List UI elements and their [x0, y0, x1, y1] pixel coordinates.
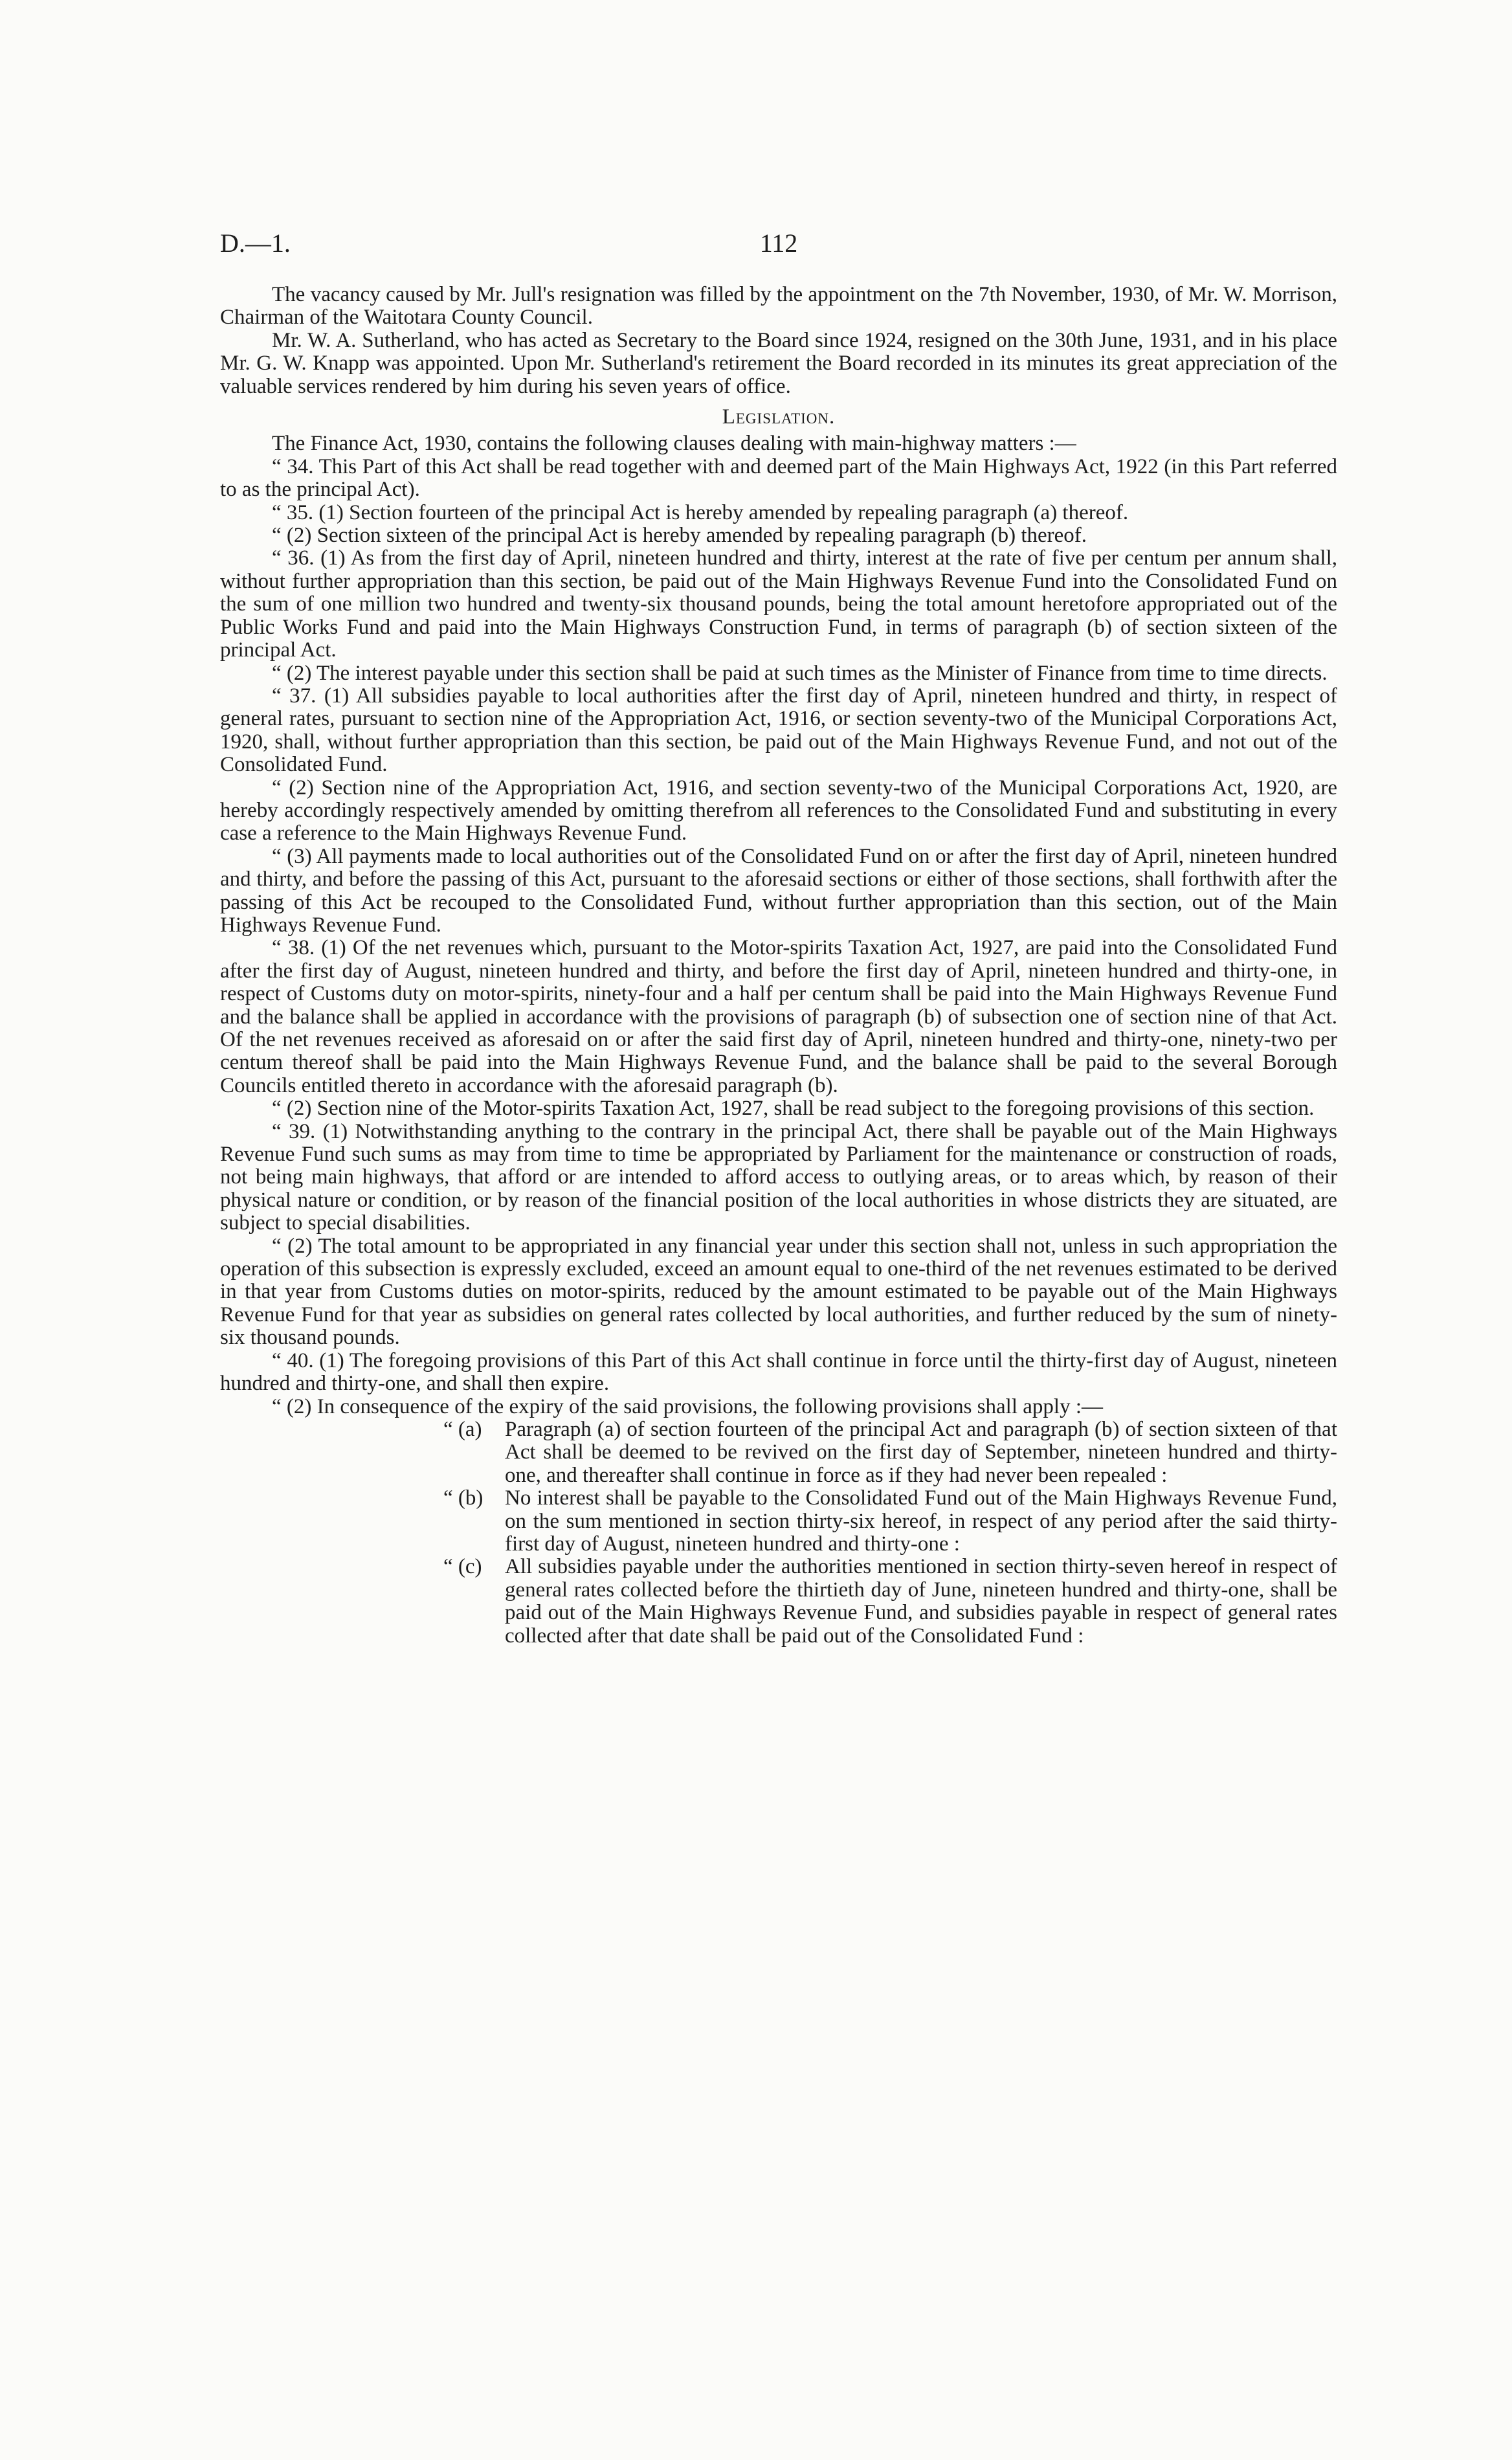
paragraph: “ (2) In consequence of the expiry of the said provisions, the following provisions shall apply :—: [272, 1394, 1103, 1418]
paragraph: The Finance Act, 1930, contains the following clauses dealing with main-highway matters :—: [272, 432, 1076, 456]
paragraph: “ (2) Section sixteen of the principal Act is hereby amended by repealing paragraph (b) thereof.: [272, 524, 1087, 548]
paragraph: Mr. W. A. Sutherland, who has acted as Secretary to the Board since 1924, resigned on the 30th June, 1931, and in his place Mr. G. W. Knapp was appointed. Upon Mr. Sutherland's retirement the Board recorded in its minutes its great appreciation of the valuable services rendered by him during his seven years of office.: [220, 328, 1337, 398]
paragraph: “ (2) Section nine of the Motor-spirits Taxation Act, 1927, shall be read subject to the foregoing provisions of this section.: [272, 1097, 1315, 1121]
paragraph: “ 35. (1) Section fourteen of the principal Act is hereby amended by repealing paragraph (a) thereof.: [272, 500, 1129, 524]
subparagraph-text: All subsidies payable under the authorities mentioned in section thirty-seven hereof in respect of general rates collected before the thirtieth day of June, nineteen hundred and thirty-one, shall be paid out of the Main Highways Revenue Fund, and subsidies payable in respect of general rates collected after that date shall be paid out of the Consolidated Fund :: [505, 1555, 1337, 1648]
page-number: 112: [759, 229, 798, 258]
document-id: D.—1.: [220, 229, 291, 258]
paragraph: “ 36. (1) As from the first day of April, nineteen hundred and thirty, interest at the rate of five per centum per annum shall, without further appropriation than this section, be paid out of the Main Highways Revenue Fund into the Consolidated Fund on the sum of one million two hundred and twenty-six thousand pounds, being the total amount heretofore appropriated out of the Public Works Fund and paid into the Main Highways Construction Fund, in terms of paragraph (b) of section sixteen of the principal Act.: [220, 546, 1337, 662]
paragraph: “ 37. (1) All subsidies payable to local authorities after the first day of April, nineteen hundred and thirty, in respect of general rates, pursuant to section nine of the Appropriation Act, 1916, or section seventy-two of the Municipal Corporations Act, 1920, shall, without further appropriation than this section, be paid out of the Main Highways Revenue Fund, and not out of the Consolidated Fund.: [220, 684, 1337, 777]
paragraph: “ (2) The total amount to be appropriated in any financial year under this section shall not, unless in such appropriation the operation of this subsection is expressly excluded, exceed an amount equal to one-third of the net revenues estimated to be derived in that year from Customs duties on motor-spirits, reduced by the amount estimated to be payable out of the Main Highways Revenue Fund for that year as subsidies on general rates collected by local authorities, and further reduced by the sum of ninety-six thousand pounds.: [220, 1234, 1337, 1350]
document-body: [220, 284, 1337, 1648]
page-header: [220, 228, 1337, 260]
subparagraph-label: “ (b): [443, 1486, 484, 1510]
paragraph: “ (2) The interest payable under this section shall be paid at such times as the Minister of Finance from time to time directs.: [272, 661, 1328, 685]
paragraph: “ 34. This Part of this Act shall be read together with and deemed part of the Main Highways Act, 1922 (in this Part referred to as the principal Act).: [220, 454, 1337, 502]
paragraph: “ 40. (1) The foregoing provisions of this Part of this Act shall continue in force until the thirty-first day of August, nineteen hundred and thirty-one, and shall then expire.: [220, 1348, 1337, 1396]
subparagraph-b: [220, 1487, 1337, 1556]
paragraph: The vacancy caused by Mr. Jull's resignation was filled by the appointment on the 7th November, 1930, of Mr. W. Morrison, Chairman of the Waitotara County Council.: [220, 283, 1337, 330]
paragraph: “ 39. (1) Notwithstanding anything to the contrary in the principal Act, there shall be payable out of the Main Highways Revenue Fund such sums as may from time to time be appropriated by Parliament for the maintenance or construction of roads, not being main highways, that afford or are intended to afford access to outlying areas, or to areas which, by reason of their physical nature or condition, or by reason of the financial position of the local authorities in whose districts they are situated, are subject to special disabilities.: [220, 1119, 1337, 1235]
paragraph: “ 38. (1) Of the net revenues which, pursuant to the Motor-spirits Taxation Act, 1927, are paid into the Consolidated Fund after the first day of August, nineteen hundred and thirty, and before the first day of April, nineteen hundred and thirty-one, in respect of Customs duty on motor-spirits, ninety-four and a half per centum shall be paid into the Main Highways Revenue Fund and the balance shall be applied in accordance with the provisions of paragraph (b) of subsection one of section nine of that Act. Of the net revenues received as aforesaid on or after the said first day of April, nineteen hundred and thirty-one, ninety-two per centum thereof shall be paid into the Main Highways Revenue Fund, and the balance shall be paid to the several Borough Councils entitled thereto in accordance with the aforesaid paragraph (b).: [220, 936, 1337, 1097]
subparagraph-label: “ (a): [443, 1417, 482, 1441]
subparagraph-c: [220, 1556, 1337, 1648]
paragraph: “ (2) Section nine of the Appropriation Act, 1916, and section seventy-two of the Municipal Corporations Act, 1920, are hereby accordingly respectively amended by omitting therefrom all references to the Consolidated Fund and substituting in every case a reference to the Main Highways Revenue Fund.: [220, 776, 1337, 845]
subparagraph-text: No interest shall be payable to the Consolidated Fund out of the Main Highways Revenue Fund, on the sum mentioned in section thirty-six hereof, in respect of any period after the said thirty-first day of August, nineteen hundred and thirty-one :: [505, 1486, 1337, 1556]
paragraph: “ (3) All payments made to local authorities out of the Consolidated Fund on or after the first day of April, nineteen hundred and thirty, and before the passing of this Act, pursuant to the aforesaid sections or either of those sections, shall forthwith after the passing of this Act be recouped to the Consolidated Fund, without further appropriation than this section, out of the Main Highways Revenue Fund.: [220, 844, 1337, 937]
subparagraph-text: Paragraph (a) of section fourteen of the principal Act and paragraph (b) of section sixteen of that Act shall be deemed to be revived on the first day of September, nineteen hundred and thirty-one, and thereafter shall continue in force as if they had never been repealed :: [505, 1417, 1337, 1487]
subparagraph-label: “ (c): [443, 1555, 482, 1579]
subparagraph-a: [220, 1418, 1337, 1487]
section-heading: Legislation.: [722, 405, 836, 429]
